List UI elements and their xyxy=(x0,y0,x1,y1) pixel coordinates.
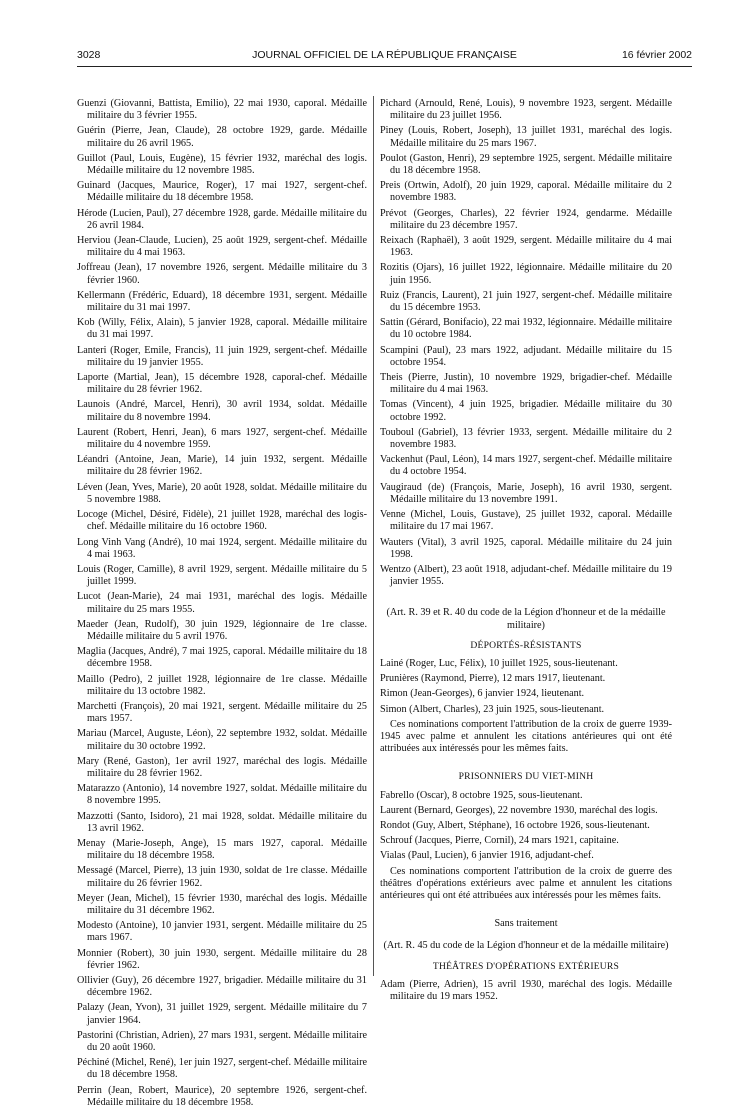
decoration-entry: Louis (Roger, Camille), 8 avril 1929, sergent. Médaille militaire du 5 juillet 1999. xyxy=(77,563,367,588)
deportes-note: Ces nominations comportent l'attribution de la croix de guerre 1939-1945 avec palme et annulent les citations antérieures qui ont été attribuées aux intéressés pour les mêmes faits. xyxy=(380,718,672,755)
deporte-entry: Lainé (Roger, Luc, Félix), 10 juillet 1925, sous-lieutenant. xyxy=(380,657,618,669)
decoration-entry: Ruiz (Francis, Laurent), 21 juin 1927, sergent-chef. Médaille militaire du 15 décembre 1953. xyxy=(380,289,672,314)
theatre-entry: Adam (Pierre, Adrien), 15 avril 1930, maréchal des logis. Médaille militaire du 19 mars 1952. xyxy=(380,978,672,1002)
decoration-entry: Mazzotti (Santo, Isidoro), 21 mai 1928, soldat. Médaille militaire du 13 avril 1962. xyxy=(77,810,367,834)
decoration-entry: Péchiné (Michel, René), 1er juin 1927, sergent-chef. Médaille militaire du 18 décembre 1958. xyxy=(77,1057,367,1081)
page-number: 3028 xyxy=(77,49,101,61)
decoration-entry: Locoge (Michel, Désiré, Fidèle), 21 juillet 1928, maréchal des logis-chef. Médaille militaire du 16 octobre 1960. xyxy=(77,509,367,533)
decoration-entry: Guenzi (Giovanni, Battista, Emilio), 22 mai 1930, caporal. Médaille militaire du 3 février 1955. xyxy=(77,98,367,122)
decoration-entry: Pichard (Arnould, René, Louis), 9 novembre 1923, sergent. Médaille militaire du 23 juillet 1956. xyxy=(380,98,672,122)
decoration-entry: Launois (André, Marcel, Henri), 30 avril 1934, soldat. Médaille militaire du 8 novembre 1994. xyxy=(77,399,367,423)
decoration-entry: Hérode (Lucien, Paul), 27 décembre 1928, garde. Médaille militaire du 26 avril 1984. xyxy=(77,207,367,231)
article-reference-1: (Art. R. 39 et R. 40 du code de la Légion d'honneur et de la médaille militaire) xyxy=(386,607,666,631)
column-divider xyxy=(373,96,374,976)
decoration-entry: Wentzo (Albert), 23 août 1918, adjudant-chef. Médaille militaire du 19 janvier 1955. xyxy=(380,563,672,588)
decoration-entry: Vackenhut (Paul, Léon), 14 mars 1927, sergent-chef. Médaille militaire du 4 octobre 1954. xyxy=(380,454,672,478)
decoration-entry: Palazy (Jean, Yvon), 31 juillet 1929, sergent. Médaille militaire du 7 janvier 1964. xyxy=(77,1002,367,1026)
decoration-entry: Prévot (Georges, Charles), 22 février 1924, gendarme. Médaille militaire du 23 décembre 1957. xyxy=(380,207,672,231)
prisonnier-entry: Laurent (Bernard, Georges), 22 novembre 1930, maréchal des logis. xyxy=(380,804,658,816)
decoration-entry: Mariau (Marcel, Auguste, Léon), 22 septembre 1932, soldat. Médaille militaire du 30 octobre 1992. xyxy=(77,728,367,752)
decoration-entry: Modesto (Antoine), 10 janvier 1931, sergent. Médaille militaire du 25 mars 1967. xyxy=(77,920,367,944)
prisonniers-entry-list xyxy=(380,790,672,863)
left-entry-list xyxy=(77,98,367,1109)
section-heading-deportes: DÉPORTÉS-RÉSISTANTS xyxy=(470,639,582,651)
decoration-entry: Preis (Ortwin, Adolf), 20 juin 1929, caporal. Médaille militaire du 2 novembre 1983. xyxy=(380,180,672,204)
prisonnier-entry: Vialas (Paul, Lucien), 6 janvier 1916, adjudant-chef. xyxy=(380,850,594,862)
decoration-entry: Guinard (Jacques, Maurice, Roger), 17 mai 1927, sergent-chef. Médaille militaire du 18 décembre 1958. xyxy=(77,180,367,204)
decoration-entry: Guillot (Paul, Louis, Eugène), 15 février 1932, maréchal des logis. Médaille militaire du 12 novembre 1985. xyxy=(77,152,367,177)
decoration-entry: Piney (Louis, Robert, Joseph), 13 juillet 1931, maréchal des logis. Médaille militaire du 25 mars 1967. xyxy=(380,125,672,149)
decoration-entry: Kob (Willy, Félix, Alain), 5 janvier 1928, caporal. Médaille militaire du 31 mai 1997. xyxy=(77,317,367,341)
section-heading-theatres: THÉÂTRES D'OPÉRATIONS EXTÉRIEURS xyxy=(432,960,620,972)
deporte-entry: Prunières (Raymond, Pierre), 12 mars 1917, lieutenant. xyxy=(380,673,606,685)
article-reference-2: (Art. R. 45 du code de la Légion d'honneur et de la médaille militaire) xyxy=(383,940,669,952)
decoration-entry: Léven (Jean, Yves, Marie), 20 août 1928, soldat. Médaille militaire du 5 novembre 1988. xyxy=(77,481,367,505)
theatres-entry-list xyxy=(380,979,672,1003)
decoration-entry: Maillo (Pedro), 2 juillet 1928, légionnaire de 1re classe. Médaille militaire du 13 octobre 1982. xyxy=(77,673,367,697)
decoration-entry: Rozitis (Ojars), 16 juillet 1922, légionnaire. Médaille militaire du 20 juin 1956. xyxy=(380,262,672,286)
decoration-entry: Maglia (Jacques, André), 7 mai 1925, caporal. Médaille militaire du 18 décembre 1958. xyxy=(77,646,367,670)
decoration-entry: Joffreau (Jean), 17 novembre 1926, sergent. Médaille militaire du 3 février 1960. xyxy=(77,262,367,286)
decoration-entry: Sattin (Gérard, Bonifacio), 22 mai 1932, légionnaire. Médaille militaire du 10 octobre 1984. xyxy=(380,317,672,341)
prisonnier-entry: Rondot (Guy, Albert, Stéphane), 16 octobre 1926, sous-lieutenant. xyxy=(380,819,650,831)
header-rule xyxy=(77,66,692,67)
decoration-entry: Poulot (Gaston, Henri), 29 septembre 1925, sergent. Médaille militaire du 18 décembre 1958. xyxy=(380,152,672,177)
decoration-entry: Léandri (Antoine, Jean, Marie), 14 juin 1932, sergent. Médaille militaire du 28 février 1962. xyxy=(77,454,367,478)
decoration-entry: Laurent (Robert, Henri, Jean), 6 mars 1927, sergent-chef. Médaille militaire du 4 novembre 1959. xyxy=(77,426,367,451)
deporte-entry: Rimon (Jean-Georges), 6 janvier 1924, lieutenant. xyxy=(380,688,585,700)
prisonnier-entry: Fabrello (Oscar), 8 octobre 1925, sous-lieutenant. xyxy=(380,789,583,801)
decoration-entry: Wauters (Vital), 3 avril 1925, caporal. Médaille militaire du 24 juin 1998. xyxy=(380,536,672,560)
decoration-entry: Kellermann (Frédéric, Eduard), 18 décembre 1931, sergent. Médaille militaire du 31 mai 1997. xyxy=(77,289,367,314)
decoration-entry: Marchetti (François), 20 mai 1921, sergent. Médaille militaire du 25 mars 1957. xyxy=(77,700,367,725)
decoration-entry: Lucot (Jean-Marie), 24 mai 1931, maréchal des logis. Médaille militaire du 25 mars 1955. xyxy=(77,591,367,615)
prisonniers-note: Ces nominations comportent l'attribution de la croix de guerre des théâtres d'opérations extérieurs avec palme et annulent les citations antérieures qui ont été attribuées aux intéressés pour les mêmes faits. xyxy=(380,865,672,901)
decoration-entry: Ollivier (Guy), 26 décembre 1927, brigadier. Médaille militaire du 31 décembre 1962. xyxy=(77,975,367,999)
left-column xyxy=(77,98,367,1112)
decoration-entry: Tomas (Vincent), 4 juin 1925, brigadier. Médaille militaire du 30 octobre 1992. xyxy=(380,399,672,423)
decoration-entry: Vaugiraud (de) (François, Marie, Joseph), 16 avril 1930, sergent. Médaille militaire du 13 novembre 1991. xyxy=(380,481,672,505)
decoration-entry: Monnier (Robert), 30 juin 1930, sergent. Médaille militaire du 28 février 1962. xyxy=(77,947,367,971)
decoration-entry: Meyer (Jean, Michel), 15 février 1930, maréchal des logis. Médaille militaire du 31 décembre 1962. xyxy=(77,892,367,916)
decoration-entry: Matarazzo (Antonio), 14 novembre 1927, soldat. Médaille militaire du 8 novembre 1995. xyxy=(77,783,367,807)
right-column xyxy=(380,98,672,1006)
page-header xyxy=(77,49,692,65)
publication-date: 16 février 2002 xyxy=(621,49,692,61)
decoration-entry: Reixach (Raphaël), 3 août 1929, sergent. Médaille militaire du 4 mai 1963. xyxy=(380,235,672,259)
decoration-entry: Mary (René, Gaston), 1er avril 1927, maréchal des logis. Médaille militaire du 28 février 1962. xyxy=(77,755,367,779)
decoration-entry: Venne (Michel, Louis, Gustave), 25 juillet 1932, caporal. Médaille militaire du 17 mai 1967. xyxy=(380,509,672,533)
decoration-entry: Menay (Marie-Joseph, Ange), 15 mars 1927, caporal. Médaille militaire du 18 décembre 1958. xyxy=(77,837,367,862)
decoration-entry: Long Vinh Vang (André), 10 mai 1924, sergent. Médaille militaire du 4 mai 1963. xyxy=(77,536,367,560)
right-entry-list xyxy=(380,98,672,588)
prisonnier-entry: Schrouf (Jacques, Pierre, Cornil), 24 mars 1921, capitaine. xyxy=(380,835,619,847)
decoration-entry: Guérin (Pierre, Jean, Claude), 28 octobre 1929, garde. Médaille militaire du 26 avril 1965. xyxy=(77,125,367,149)
decoration-entry: Pastorini (Christian, Adrien), 27 mars 1931, sergent. Médaille militaire du 20 août 1960. xyxy=(77,1029,367,1054)
decoration-entry: Lanteri (Roger, Emile, Francis), 11 juin 1929, sergent-chef. Médaille militaire du 19 janvier 1955. xyxy=(77,344,367,368)
decoration-entry: Perrin (Jean, Robert, Maurice), 20 septembre 1926, sergent-chef. Médaille militaire du 18 décembre 1958. xyxy=(77,1084,367,1108)
deporte-entry: Simon (Albert, Charles), 23 juin 1925, sous-lieutenant. xyxy=(380,703,605,715)
decoration-entry: Messagé (Marcel, Pierre), 13 juin 1930, soldat de 1re classe. Médaille militaire du 26 février 1962. xyxy=(77,865,367,889)
decoration-entry: Touboul (Gabriel), 13 février 1933, sergent. Médaille militaire du 2 novembre 1983. xyxy=(380,426,672,451)
decoration-entry: Laporte (Martial, Jean), 15 décembre 1928, caporal-chef. Médaille militaire du 28 février 1962. xyxy=(77,372,367,396)
section-heading-prisonniers: PRISONNIERS DU VIET-MINH xyxy=(458,771,594,783)
deportes-entry-list xyxy=(380,658,672,716)
decoration-entry: Scampini (Paul), 23 mars 1922, adjudant. Médaille militaire du 15 octobre 1954. xyxy=(380,344,672,368)
decoration-entry: Herviou (Jean-Claude, Lucien), 25 août 1929, sergent-chef. Médaille militaire du 4 mai 1963. xyxy=(77,235,367,259)
decoration-entry: Theis (Pierre, Justin), 10 novembre 1929, brigadier-chef. Médaille militaire du 4 mai 1963. xyxy=(380,372,672,396)
decoration-entry: Maeder (Jean, Rudolf), 30 juin 1929, légionnaire de 1re classe. Médaille militaire du 5 avril 1976. xyxy=(77,618,367,642)
journal-title: JOURNAL OFFICIEL DE LA RÉPUBLIQUE FRANÇAISE xyxy=(252,49,517,61)
sans-traitement-heading: Sans traitement xyxy=(494,918,558,930)
